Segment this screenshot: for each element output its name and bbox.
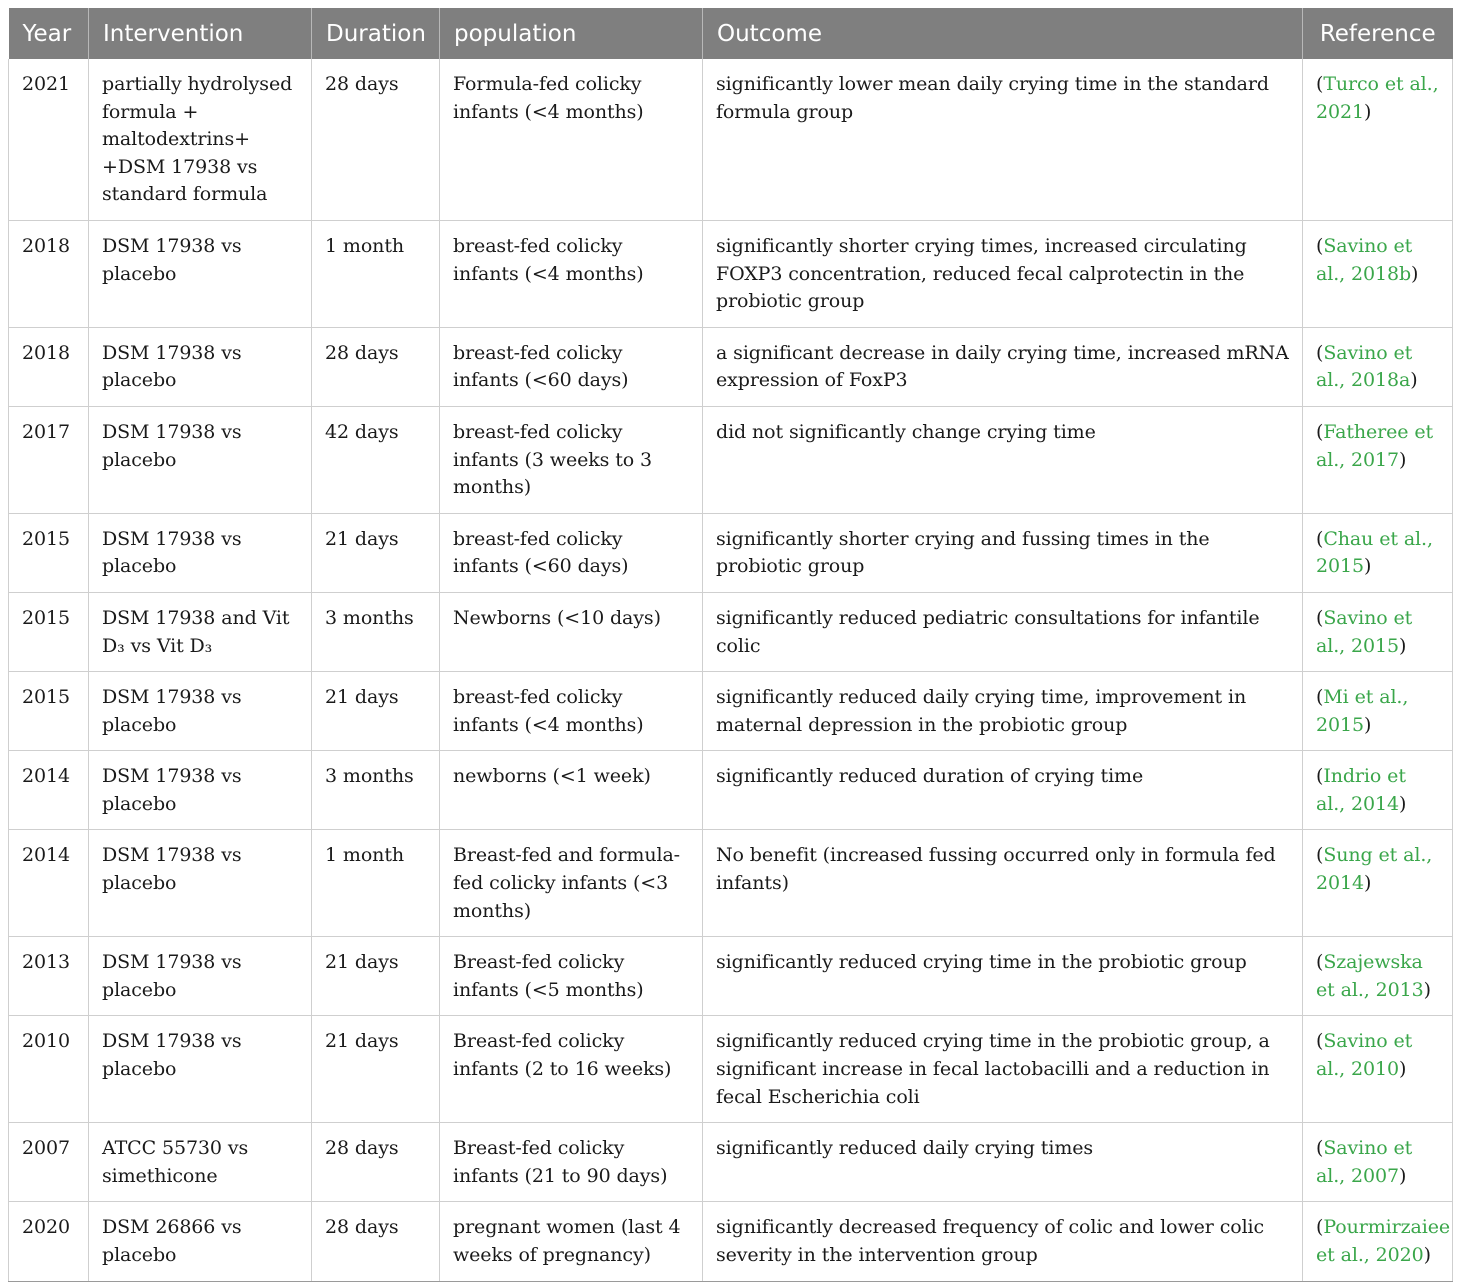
cell-year: 2014 <box>9 830 89 937</box>
cell-year: 2020 <box>9 1202 89 1281</box>
table-row <box>9 220 1453 327</box>
table-row <box>9 1016 1453 1123</box>
cell-population: Breast-fed colicky infants (21 to 90 days) <box>440 1123 703 1202</box>
cell-duration: 1 month <box>312 220 440 327</box>
cell-year: 2015 <box>9 513 89 592</box>
cell-duration: 21 days <box>312 1016 440 1123</box>
cell-year: 2015 <box>9 592 89 671</box>
reference-link[interactable]: Turco et al., 2021 <box>1316 73 1439 123</box>
cell-population: Breast-fed colicky infants (<5 months) <box>440 937 703 1016</box>
cell-outcome: significantly shorter crying times, increased circulating FOXP3 concentration, reduced fecal calprotectin in the probiotic group <box>703 220 1303 327</box>
cell-outcome: significantly shorter crying and fussing times in the probiotic group <box>703 513 1303 592</box>
header-duration: Duration <box>312 8 440 59</box>
table-row <box>9 937 1453 1016</box>
cell-intervention: DSM 17938 vs placebo <box>89 937 312 1016</box>
table-row <box>9 59 1453 220</box>
table-row <box>9 406 1453 513</box>
cell-duration: 28 days <box>312 1123 440 1202</box>
cell-duration: 28 days <box>312 327 440 406</box>
cell-population: breast-fed colicky infants (<60 days) <box>440 513 703 592</box>
cell-population: Breast-fed and formula- fed colicky infants (<3 months) <box>440 830 703 937</box>
cell-reference: (Savino et al., 2018a) <box>1303 327 1453 406</box>
cell-outcome: significantly reduced daily crying times <box>703 1123 1303 1202</box>
cell-reference: (Fatheree et al., 2017) <box>1303 406 1453 513</box>
table-row <box>9 1123 1453 1202</box>
table-row <box>9 592 1453 671</box>
cell-reference: (Chau et al., 2015) <box>1303 513 1453 592</box>
header-outcome: Outcome <box>703 8 1303 59</box>
cell-population: Breast-fed colicky infants (2 to 16 weeks) <box>440 1016 703 1123</box>
cell-population: Newborns (<10 days) <box>440 592 703 671</box>
reference-link[interactable]: Savino et al., 2018b <box>1316 234 1413 285</box>
cell-reference: (Pourmirzaiee et al., 2020) <box>1303 1202 1453 1281</box>
cell-duration: 28 days <box>312 59 440 220</box>
cell-reference: (Szajewska et al., 2013) <box>1303 937 1453 1016</box>
reference-link[interactable]: Savino et al., 2015 <box>1316 606 1413 657</box>
cell-intervention: DSM 17938 vs placebo <box>89 513 312 592</box>
cell-outcome: No benefit (increased fussing occurred only in formula fed infants) <box>703 830 1303 937</box>
cell-population: Formula-fed colicky infants (<4 months) <box>440 59 703 220</box>
cell-year: 2015 <box>9 672 89 751</box>
cell-intervention: DSM 17938 vs placebo <box>89 406 312 513</box>
cell-year: 2017 <box>9 406 89 513</box>
reference-link[interactable]: Savino et al., 2010 <box>1316 1030 1413 1081</box>
cell-duration: 28 days <box>312 1202 440 1281</box>
cell-duration: 21 days <box>312 672 440 751</box>
reference-link[interactable]: Mi et al., 2015 <box>1316 686 1409 736</box>
cell-duration: 21 days <box>312 937 440 1016</box>
cell-duration: 21 days <box>312 513 440 592</box>
cell-population: breast-fed colicky infants (3 weeks to 3 months) <box>440 406 703 513</box>
cell-outcome: significantly reduced crying time in the probiotic group, a significant increase in fecal lactobacilli and a reduction in fecal Escherichia coli <box>703 1016 1303 1123</box>
cell-outcome: did not significantly change crying time <box>703 406 1303 513</box>
cell-duration: 3 months <box>312 751 440 830</box>
cell-population: breast-fed colicky infants (<60 days) <box>440 327 703 406</box>
header-population: population <box>440 8 703 59</box>
cell-intervention: DSM 17938 vs placebo <box>89 327 312 406</box>
cell-year: 2018 <box>9 327 89 406</box>
reference-link[interactable]: Pourmirzaiee et al., 2020 <box>1316 1216 1450 1266</box>
cell-reference: (Savino et al., 2018b) <box>1303 220 1453 327</box>
cell-reference: (Turco et al., 2021) <box>1303 59 1453 220</box>
cell-outcome: significantly reduced daily crying time, improvement in maternal depression in the probiotic group <box>703 672 1303 751</box>
header-intervention: Intervention <box>89 8 312 59</box>
cell-reference: (Savino et al., 2007) <box>1303 1123 1453 1202</box>
table-body <box>9 59 1453 1281</box>
intervention-table <box>8 8 1453 1282</box>
cell-intervention: partially hydrolysed formula + maltodextrins+ +DSM 17938 vs standard formula <box>89 59 312 220</box>
cell-duration: 1 month <box>312 830 440 937</box>
cell-outcome: significantly reduced duration of crying time <box>703 751 1303 830</box>
cell-intervention: DSM 17938 vs placebo <box>89 830 312 937</box>
cell-reference: (Mi et al., 2015) <box>1303 672 1453 751</box>
cell-intervention: DSM 17938 vs placebo <box>89 220 312 327</box>
cell-year: 2018 <box>9 220 89 327</box>
cell-population: pregnant women (last 4 weeks of pregnancy) <box>440 1202 703 1281</box>
cell-intervention: DSM 17938 vs placebo <box>89 672 312 751</box>
cell-outcome: significantly decreased frequency of colic and lower colic severity in the intervention group <box>703 1202 1303 1281</box>
table-container <box>8 8 1452 1282</box>
cell-outcome: significantly reduced pediatric consultations for infantile colic <box>703 592 1303 671</box>
reference-link[interactable]: Savino et al., 2007 <box>1316 1137 1413 1187</box>
reference-link[interactable]: Indrio et al., 2014 <box>1316 765 1406 815</box>
cell-year: 2007 <box>9 1123 89 1202</box>
header-row <box>9 8 1453 59</box>
cell-year: 2014 <box>9 751 89 830</box>
header-year: Year <box>9 8 89 59</box>
cell-year: 2010 <box>9 1016 89 1123</box>
cell-population: newborns (<1 week) <box>440 751 703 830</box>
header-reference: Reference <box>1303 8 1453 59</box>
cell-intervention: DSM 26866 vs placebo <box>89 1202 312 1281</box>
cell-outcome: a significant decrease in daily crying time, increased mRNA expression of FoxP3 <box>703 327 1303 406</box>
cell-intervention: ATCC 55730 vs simethicone <box>89 1123 312 1202</box>
cell-duration: 42 days <box>312 406 440 513</box>
cell-population: breast-fed colicky infants (<4 months) <box>440 672 703 751</box>
cell-reference: (Indrio et al., 2014) <box>1303 751 1453 830</box>
cell-year: 2021 <box>9 59 89 220</box>
cell-reference: (Savino et al., 2010) <box>1303 1016 1453 1123</box>
reference-link[interactable]: Savino et al., 2018a <box>1316 341 1413 392</box>
cell-intervention: DSM 17938 vs placebo <box>89 751 312 830</box>
cell-duration: 3 months <box>312 592 440 671</box>
table-row <box>9 830 1453 937</box>
table-row <box>9 672 1453 751</box>
table-header <box>9 8 1453 59</box>
cell-year: 2013 <box>9 937 89 1016</box>
table-row <box>9 1202 1453 1281</box>
reference-link[interactable]: Sung et al., 2014 <box>1316 844 1433 895</box>
table-row <box>9 751 1453 830</box>
table-row <box>9 327 1453 406</box>
cell-population: breast-fed colicky infants (<4 months) <box>440 220 703 327</box>
cell-reference: (Sung et al., 2014) <box>1303 830 1453 937</box>
reference-link[interactable]: Chau et al., 2015 <box>1316 527 1433 578</box>
cell-intervention: DSM 17938 vs placebo <box>89 1016 312 1123</box>
reference-link[interactable]: Szajewska et al., 2013 <box>1316 951 1424 1001</box>
cell-intervention: DSM 17938 and Vit D₃ vs Vit D₃ <box>89 592 312 671</box>
table-row <box>9 513 1453 592</box>
cell-outcome: significantly lower mean daily crying time in the standard formula group <box>703 59 1303 220</box>
cell-reference: (Savino et al., 2015) <box>1303 592 1453 671</box>
reference-link[interactable]: Fatheree et al., 2017 <box>1316 420 1434 471</box>
cell-outcome: significantly reduced crying time in the probiotic group <box>703 937 1303 1016</box>
